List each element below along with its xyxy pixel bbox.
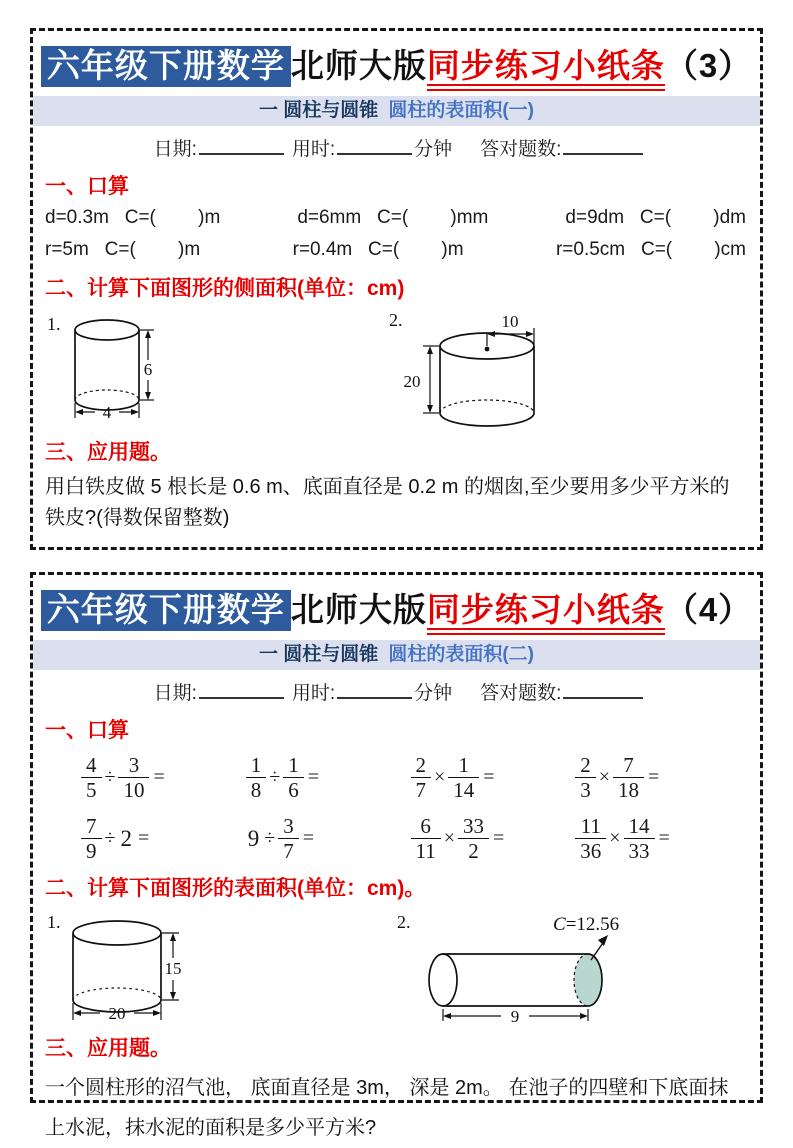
equals-sign: = — [302, 827, 315, 850]
title-publisher: 北师大版 — [290, 591, 427, 628]
unit-name: 一 圆柱与圆锥 — [259, 644, 379, 665]
fraction: $\frac{14}{33}$ — [624, 815, 655, 862]
fraction: $\frac{1}{6}$ — [283, 754, 304, 801]
title-number: （4） — [664, 591, 753, 628]
oral-item: d=0.3m C=( )m — [45, 207, 221, 228]
math-expression — [411, 754, 576, 801]
title-highlight: 六年级下册数学 — [41, 46, 291, 87]
title-series: 同步练习小纸条 — [427, 591, 665, 635]
math-expression — [81, 754, 246, 801]
cylinder-figure-1 — [45, 308, 175, 426]
date-label: 日期: — [153, 683, 197, 704]
section-3-heading: 三、应用题。 — [45, 1037, 171, 1061]
figure-number: 1. — [47, 912, 61, 933]
math-expression — [81, 815, 246, 862]
math-expression — [575, 815, 740, 862]
height-dimension-label: 6 — [143, 360, 153, 379]
operator: ÷ — [269, 766, 281, 789]
operator: ÷ — [104, 766, 116, 789]
diameter-dimension-label: 4 — [102, 403, 112, 422]
equals-sign: = — [153, 766, 165, 789]
score-label: 答对题数: — [480, 683, 562, 704]
meta-row — [33, 134, 760, 164]
time-blank[interactable] — [337, 136, 412, 155]
unit-subtitle-bar — [33, 96, 760, 126]
oral-item: d=6mm C=( )mm — [297, 207, 489, 228]
fraction: $\frac{2}{3}$ — [575, 754, 596, 801]
fraction: $\frac{4}{5}$ — [81, 754, 102, 801]
whole-number: 9 — [247, 825, 260, 851]
topic-name: 圆柱的表面积(二) — [388, 644, 534, 665]
title-highlight: 六年级下册数学 — [41, 590, 291, 631]
date-blank[interactable] — [199, 680, 284, 699]
operator: × — [598, 766, 611, 789]
fraction: $\frac{7}{9}$ — [81, 815, 102, 862]
score-label: 答对题数: — [480, 139, 562, 160]
oral-calc-row-2 — [33, 234, 760, 266]
word-problem: 用白铁皮做 5 根长是 0.6 m、底面直径是 0.2 m 的烟囱,至少要用多少平方米的铁皮?(得数保留整数) — [45, 476, 730, 529]
fraction: $\frac{2}{7}$ — [411, 754, 432, 801]
oral-item: d=9dm C=( )dm — [565, 207, 746, 228]
minutes-label: 分钟 — [414, 683, 453, 704]
date-label: 日期: — [153, 139, 197, 160]
worksheet-4 — [30, 572, 763, 1140]
time-blank[interactable] — [337, 680, 412, 699]
radius-dimension-label: 10 — [501, 312, 519, 331]
fraction: $\frac{7}{18}$ — [613, 754, 644, 801]
equals-sign: = — [137, 827, 150, 850]
fraction: $\frac{1}{14}$ — [448, 754, 479, 801]
cylinder-figure-1 — [45, 908, 205, 1026]
circumference-label: C=12.56 — [553, 914, 620, 936]
fractions-grid — [33, 746, 760, 866]
oral-item: r=0.4m C=( )m — [292, 239, 464, 260]
score-blank[interactable] — [563, 680, 643, 699]
oral-calc-row-1 — [33, 202, 760, 234]
worksheet-3-title — [33, 43, 760, 89]
section-1-heading: 一、口算 — [45, 175, 129, 198]
figure-number: 1. — [47, 314, 61, 334]
math-expression — [411, 815, 576, 862]
title-series: 同步练习小纸条 — [427, 47, 665, 91]
figure-number: 2. — [397, 912, 411, 933]
math-expression — [575, 754, 740, 801]
length-dimension-label: 9 — [510, 1007, 520, 1027]
height-dimension-label: 15 — [164, 959, 182, 979]
date-blank[interactable] — [199, 136, 284, 155]
whole-number: 2 — [120, 825, 132, 851]
score-blank[interactable] — [563, 136, 643, 155]
oral-item: r=5m C=( )m — [45, 239, 201, 260]
equals-sign: = — [658, 827, 670, 850]
operator: × — [443, 827, 456, 850]
math-expression — [246, 815, 411, 862]
section-1-heading: 一、口算 — [45, 719, 129, 742]
equals-sign: = — [648, 766, 660, 789]
title-publisher: 北师大版 — [290, 47, 427, 84]
operator: × — [609, 827, 621, 850]
fraction: $\frac{11}{36}$ — [575, 815, 606, 862]
oral-item: r=0.5cm C=( )cm — [555, 239, 746, 260]
time-label: 用时: — [291, 683, 336, 704]
worksheet-3 — [30, 28, 763, 550]
fraction: $\frac{6}{11}$ — [411, 815, 441, 862]
math-expression — [246, 754, 411, 801]
equals-sign: = — [307, 766, 320, 789]
diameter-dimension-label: 20 — [108, 1004, 126, 1024]
title-number: （3） — [664, 47, 753, 84]
height-dimension-label: 20 — [403, 372, 421, 391]
operator: × — [434, 766, 446, 789]
equals-sign: = — [493, 827, 505, 850]
topic-name: 圆柱的表面积(一) — [388, 100, 534, 121]
time-label: 用时: — [291, 139, 336, 160]
section-2-heading: 二、计算下面图形的侧面积(单位：cm) — [45, 277, 405, 300]
fraction: $\frac{1}{8}$ — [246, 754, 267, 801]
figures-row — [33, 304, 760, 430]
unit-subtitle-bar — [33, 640, 760, 670]
figure-number: 2. — [389, 310, 403, 330]
fraction: $\frac{33}{2}$ — [458, 815, 489, 862]
operator: ÷ — [264, 827, 276, 850]
cylinder-figure-2 — [387, 308, 567, 430]
equals-sign: = — [483, 766, 495, 789]
fraction: $\frac{3}{10}$ — [118, 754, 149, 801]
operator: ÷ — [104, 827, 116, 850]
section-2-heading: 二、计算下面图形的表面积(单位：cm)。 — [45, 877, 426, 901]
minutes-label: 分钟 — [414, 139, 453, 160]
unit-name: 一 圆柱与圆锥 — [259, 100, 379, 121]
worksheet-4-title — [33, 587, 760, 633]
figures-row — [33, 904, 760, 1026]
section-3-heading: 三、应用题。 — [45, 441, 171, 464]
cylinder-figure-2 — [395, 908, 640, 1026]
word-problem: 一个圆柱形的沼气池， 底面直径是 3m， 深是 2m。 在池子的四壁和下底面抹上水泥，抹水泥的面积是多少平方米? — [45, 1077, 729, 1140]
meta-row — [33, 678, 760, 708]
fraction: $\frac{3}{7}$ — [278, 815, 299, 862]
